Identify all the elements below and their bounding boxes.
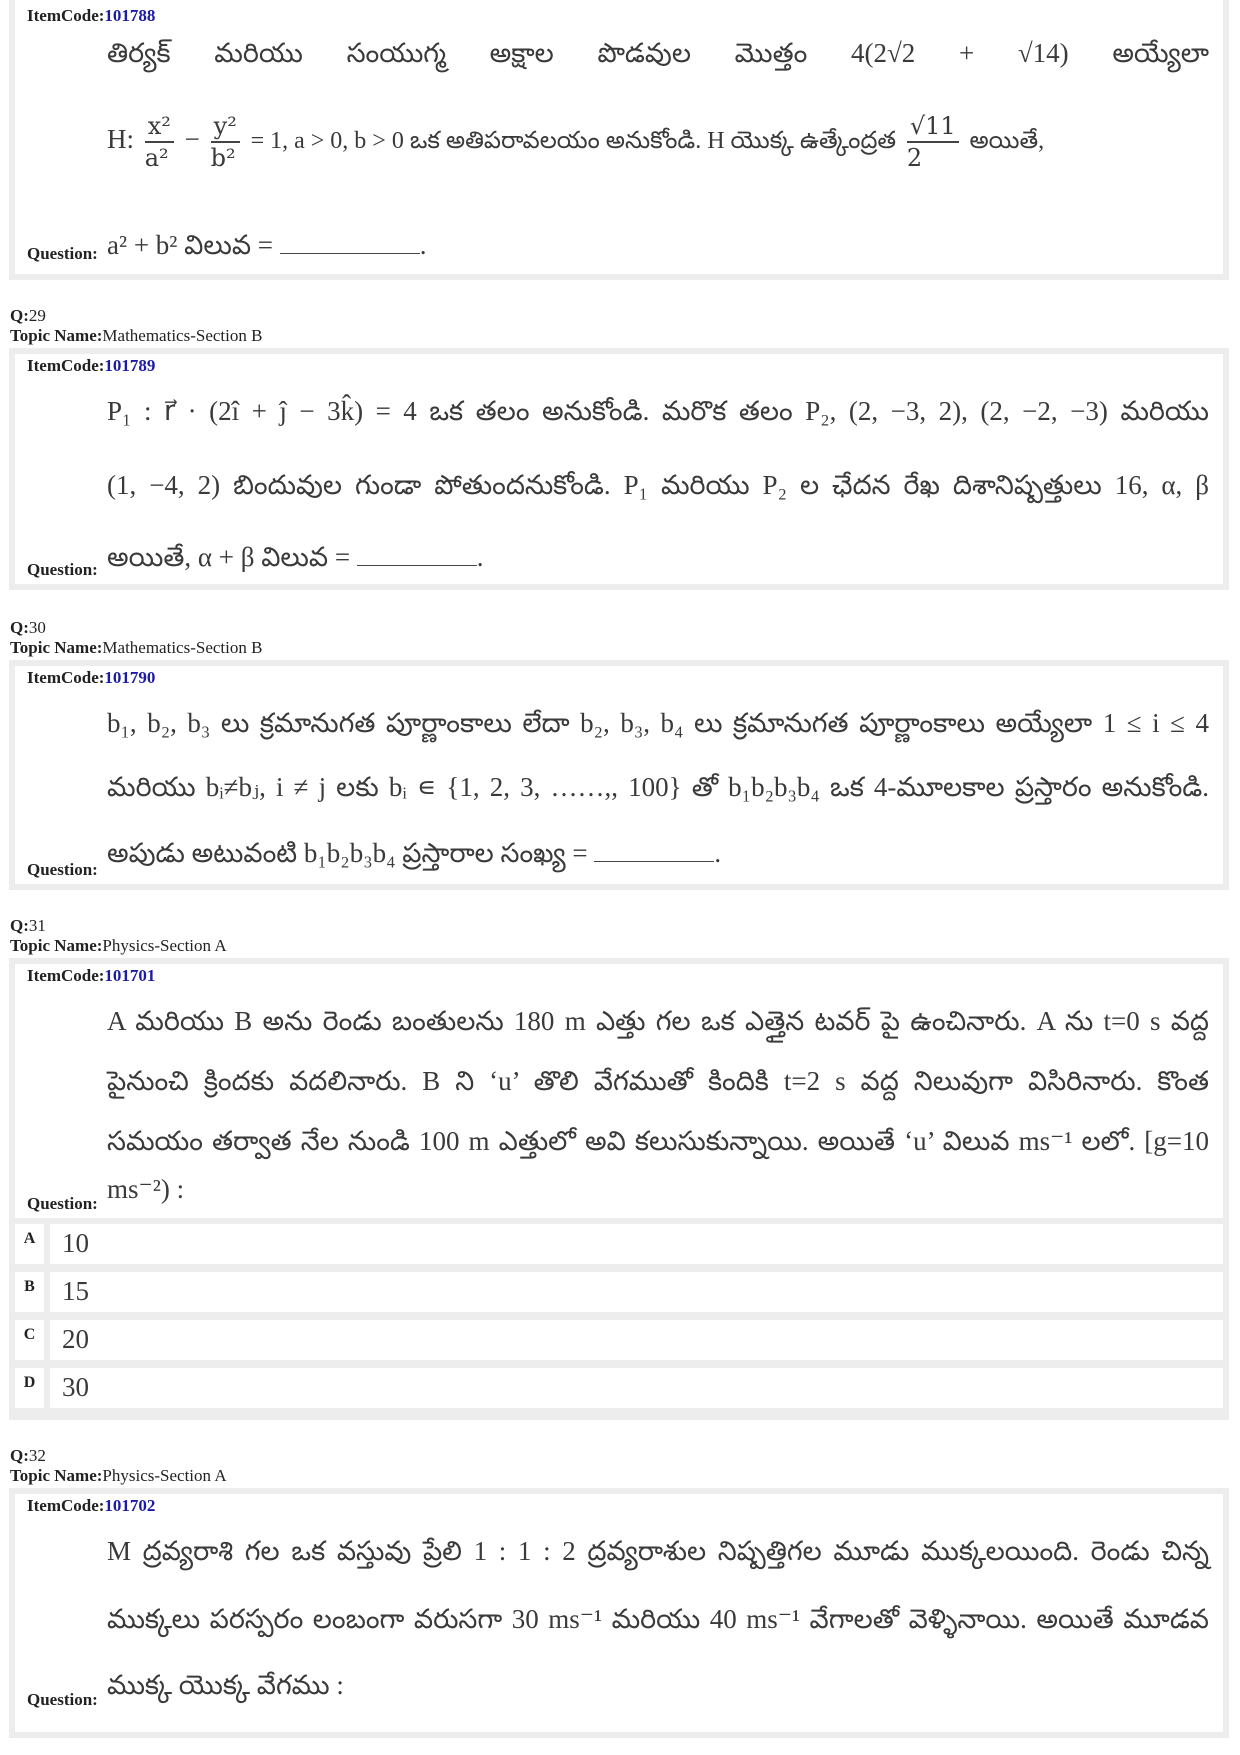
question-text-line: M ద్రవ్యరాశి గల ఒక వస్తువు ప్రేలి 1 : 1 : 2 ద్రవ్యరాశుల నిష్పత్తిగల మూడు ముక్కలయింది. రెండు చిన్న <box>107 1536 1209 1566</box>
item-code: ItemCode:101790 <box>27 668 156 687</box>
question-text-line: A మరియు B అను రెండు బంతులను 180 m ఎత్తు గల ఒక ఎత్తైన టవర్ పై ఉంచినారు. A ను t=0 s వద్ద <box>107 1006 1209 1036</box>
question-header-29: Q:29 Topic Name:Mathematics-Section B <box>10 306 263 345</box>
question-label: Question: <box>27 560 98 579</box>
options-list <box>9 1224 1229 1420</box>
question-header-32: Q:32 Topic Name:Physics-Section A <box>10 1446 227 1485</box>
option-c[interactable]: C 20 <box>15 1320 1223 1360</box>
fraction: $\frac{√11}{2}$ <box>907 111 959 173</box>
question-text-line: ముక్క యొక్క వేగము : <box>107 1670 344 1700</box>
answer-blank <box>280 249 420 254</box>
question-text-line: P₁ : r⃗ · (2î + ĵ − 3k̂) = 4 ఒక తలం అనుకోండి. మరొక తలం P₂, (2, −3, 2), (2, −2, −3) మరియు <box>107 396 1209 426</box>
question-label: Question: <box>27 860 98 879</box>
option-b[interactable]: B 15 <box>15 1272 1223 1312</box>
option-d[interactable]: D 30 <box>15 1368 1223 1408</box>
question-label: Question: <box>27 1690 98 1709</box>
answer-blank <box>357 561 477 566</box>
fraction: $\frac{\text{y²}}{\text{b²}}$ <box>211 111 240 173</box>
question-text-line: a² + b² విలువ = . <box>107 230 427 260</box>
fraction: $\frac{\text{x²}}{\text{a²}}$ <box>145 111 174 173</box>
question-text-line: అయితే, α + β విలువ = . <box>107 542 484 572</box>
question-label: Question: <box>27 244 98 263</box>
question-text-line: అపుడు అటువంటి b₁b₂b₃b₄ ప్రస్తారాల సంఖ్య = . <box>107 838 722 868</box>
question-header-31: Q:31 Topic Name:Physics-Section A <box>10 916 227 955</box>
question-label: Question: <box>27 1194 98 1213</box>
item-code: ItemCode:101788 <box>27 6 156 25</box>
question-text-line: సమయం తర్వాత నేల నుండి 100 m ఎత్తులో అవి కలుసుకున్నాయి. అయితే ‘u’ విలువ ms⁻¹ లలో. [g=10 <box>107 1126 1209 1156</box>
question-text-line: మరియు bᵢ≠bⱼ, i ≠ j లకు bᵢ ∊ {1, 2, 3, ……,, 100} తో b₁b₂b₃b₄ ఒక 4-మూలకాల ప్రస్తారం అనుకోండి. <box>107 772 1209 802</box>
item-code: ItemCode:101701 <box>27 966 156 985</box>
question-text-line: b₁, b₂, b₃ లు క్రమానుగత పూర్ణాంకాలు లేదా b₂, b₃, b₄ లు క్రమానుగత పూర్ణాంకాలు అయ్యేలా 1 ≤ i ≤ 4 <box>107 708 1209 738</box>
item-code: ItemCode:101702 <box>27 1496 156 1515</box>
question-card-31 <box>9 958 1229 1224</box>
question-card-30 <box>9 660 1229 890</box>
answer-blank <box>594 857 714 862</box>
item-code: ItemCode:101789 <box>27 356 156 375</box>
question-header-30: Q:30 Topic Name:Mathematics-Section B <box>10 618 263 657</box>
question-text-line: తిర్యక్ మరియు సంయుగ్మ అక్షాల పొడవుల మొత్తం 4(2√2 + √14) అయ్యేలా <box>107 38 1209 68</box>
option-a[interactable]: A 10 <box>15 1224 1223 1264</box>
question-text-line: H: $\frac{\text{x²}}{\text{a²}}$ − $\frac{\text{y²}}{\text{b²}}$ = 1, a > 0, b > 0 ఒక అతిపరావలయం అనుకోండి. H యొక్క ఉత్కేంద్రత $\frac{√11}{2}$ అయితే, <box>107 111 1045 172</box>
question-text-line: పైనుంచి క్రిందకు వదలినారు. B ని ‘u’ తొలి వేగముతో కిందికి t=2 s వద్ద నిలువుగా విసిరినారు. కొంత <box>107 1066 1209 1096</box>
question-card-29 <box>9 348 1229 590</box>
question-card-28 <box>9 0 1229 280</box>
question-card-32 <box>9 1488 1229 1738</box>
question-text-line: ms⁻²) : <box>107 1174 185 1204</box>
question-text-line: ముక్కలు పరస్పరం లంబంగా వరుసగా 30 ms⁻¹ మరియు 40 ms⁻¹ వేగాలతో వెళ్ళినాయి. అయితే మూడవ <box>107 1604 1209 1634</box>
question-text-line: (1, −4, 2) బిందువుల గుండా పోతుందనుకోండి. P₁ మరియు P₂ ల ఛేదన రేఖ దిశానిష్పత్తులు 16, α, β <box>107 470 1209 500</box>
